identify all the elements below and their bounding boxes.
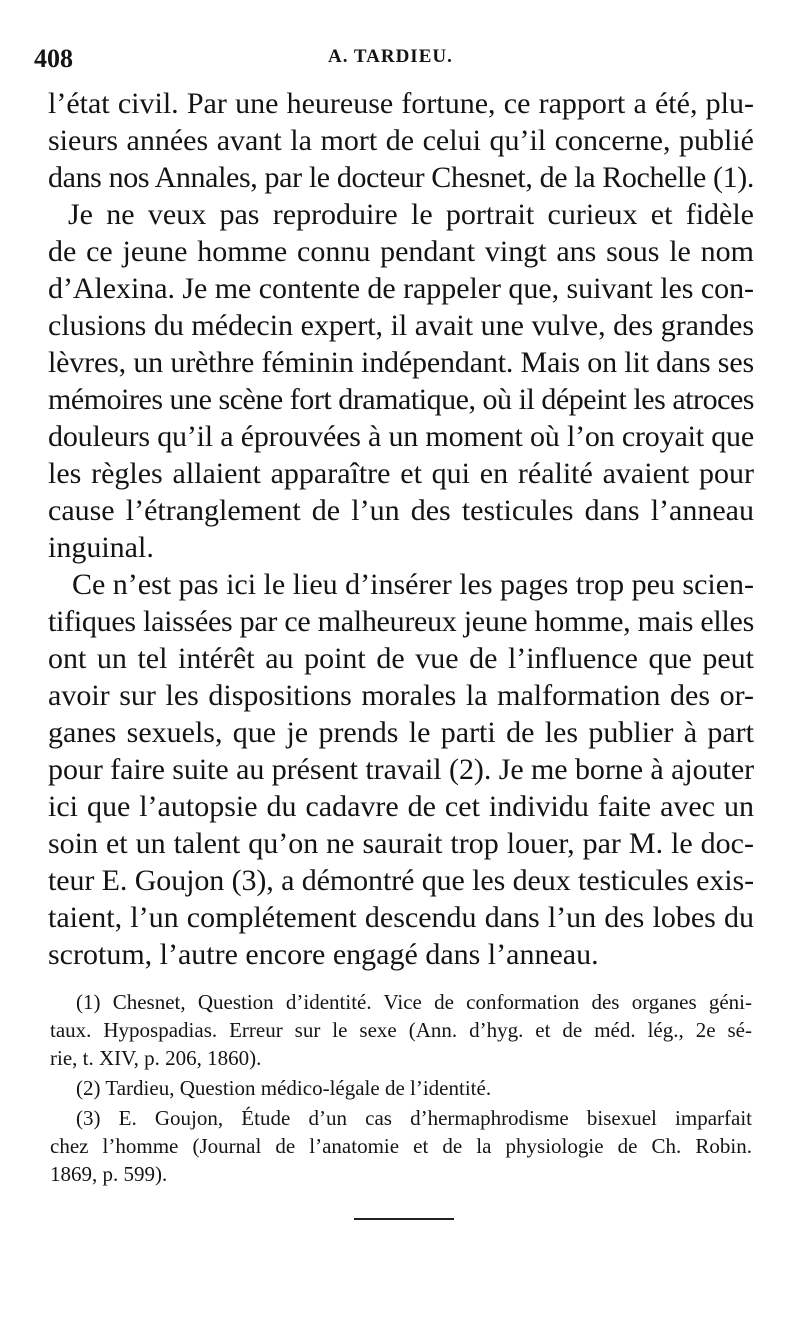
body-line: d’Alexina. Je me contente de rappeler que, suivant les con- — [48, 272, 754, 305]
footnote-line: taux. Hypospadias. Erreur sur le sexe (Ann. d’hyg. et de méd. lég., 2e sé- — [50, 1018, 752, 1042]
body-line: l’état civil. Par une heureuse fortune, ce rapport a été, plu- — [48, 87, 754, 120]
body-line: taient, l’un complétement descendu dans l’un des lobes du — [48, 901, 754, 934]
body-line: Je ne veux pas reproduire le portrait curieux et fidèle — [68, 198, 754, 231]
body-line: dans nos Annales, par le docteur Chesnet, de la Rochelle (1). — [48, 161, 754, 194]
footnote-line: (1) Chesnet, Question d’identité. Vice de conformation des organes géni- — [76, 990, 752, 1014]
body-line: sieurs années avant la mort de celui qu’il concerne, publié — [48, 124, 754, 157]
body-line: Ce n’est pas ici le lieu d’insérer les pages trop peu scien- — [72, 568, 755, 601]
body-line: tifiques laissées par ce malheureux jeune homme, mais elles — [48, 605, 754, 638]
footnote-line: 1869, p. 599). — [50, 1162, 168, 1186]
page-header — [0, 44, 800, 80]
footnote-line: (3) E. Goujon, Étude d’un cas d’hermaphrodisme bisexuel imparfait — [76, 1106, 752, 1130]
body-line: pour faire suite au présent travail (2). Je me borne à ajouter — [48, 753, 754, 786]
body-line: douleurs qu’il a éprouvées à un moment où l’on croyait que — [48, 420, 754, 453]
footnote-line: chez l’homme (Journal de l’anatomie et de la physiologie de Ch. Robin. — [50, 1134, 752, 1158]
closing-rule — [354, 1218, 454, 1220]
body-line: cause l’étranglement de l’un des testicules dans l’anneau — [48, 494, 754, 527]
footnote-line: (2) Tardieu, Question médico-légale de l’identité. — [76, 1076, 492, 1100]
body-line: ici que l’autopsie du cadavre de cet individu faite avec un — [48, 790, 754, 823]
footnote-line: rie, t. XIV, p. 206, 1860). — [50, 1046, 262, 1070]
body-line: avoir sur les dispositions morales la malformation des or- — [48, 679, 754, 712]
body-line: ganes sexuels, que je prends le parti de les publier à part — [48, 716, 754, 749]
body-line: soin et un talent qu’on ne saurait trop louer, par M. le doc- — [48, 827, 754, 860]
body-line: inguinal. — [48, 531, 154, 564]
body-line: scrotum, l’autre encore engagé dans l’anneau. — [48, 938, 599, 971]
body-line: mémoires une scène fort dramatique, où il dépeint les atroces — [48, 383, 754, 416]
body-line: lèvres, un urèthre féminin indépendant. Mais on lit dans ses — [48, 346, 754, 379]
body-line: ont un tel intérêt au point de vue de l’influence que peut — [48, 642, 754, 675]
body-line: teur E. Goujon (3), a démontré que les deux testicules exis- — [48, 864, 754, 897]
running-head: A. TARDIEU. — [328, 46, 453, 67]
page-number: 408 — [34, 44, 73, 73]
body-line: les règles allaient apparaître et qui en réalité avaient pour — [48, 457, 754, 490]
body-line: clusions du médecin expert, il avait une vulve, des grandes — [48, 309, 754, 342]
body-line: de ce jeune homme connu pendant vingt ans sous le nom — [48, 235, 754, 268]
